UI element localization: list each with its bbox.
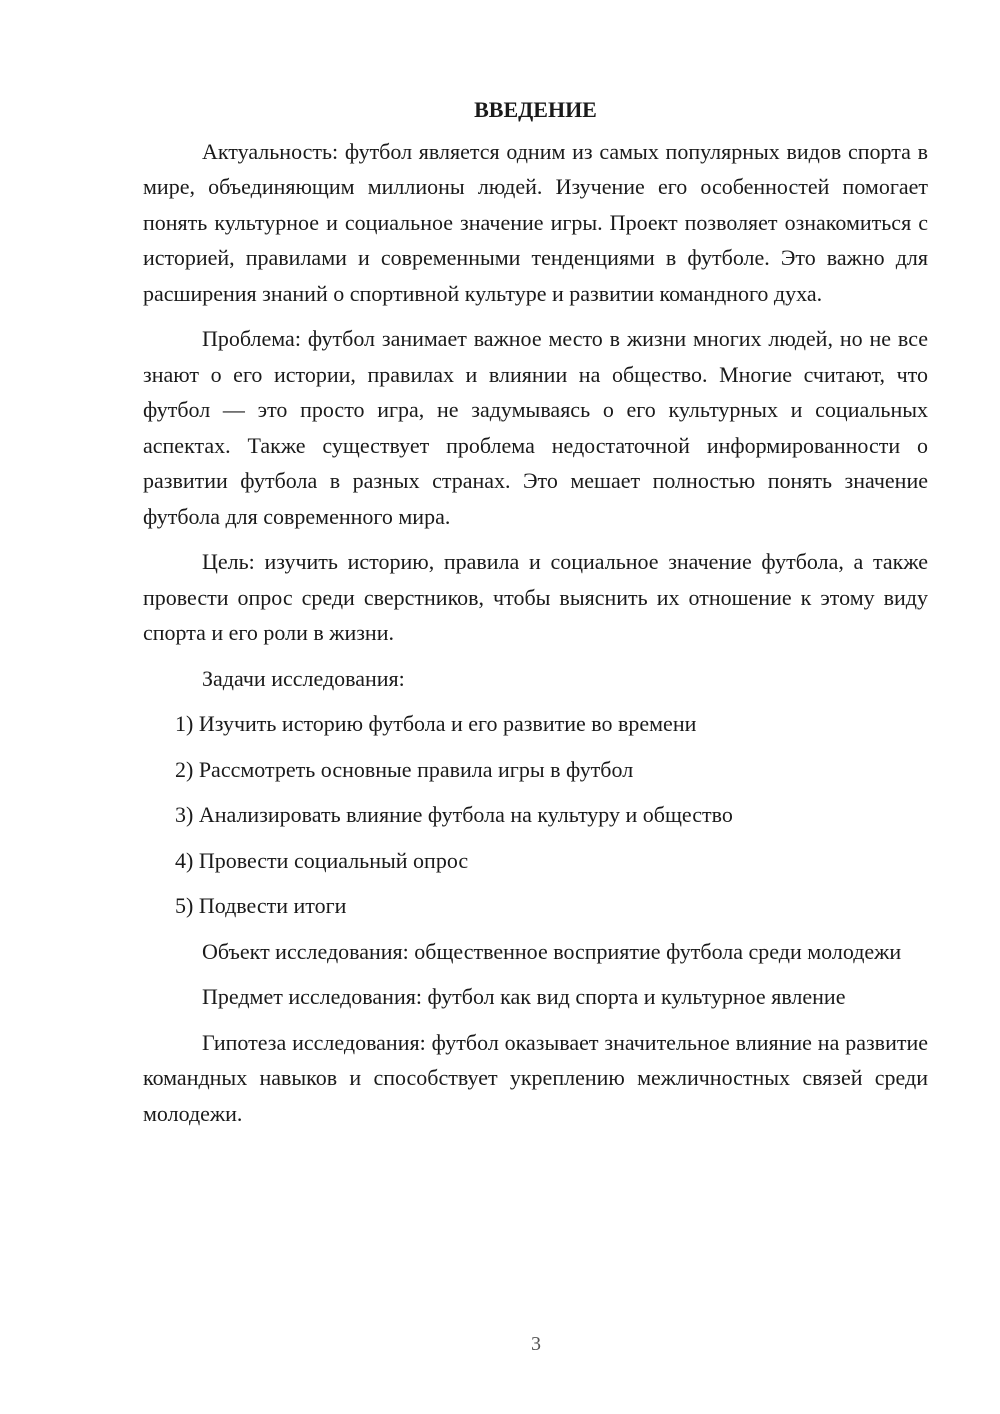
tasks-list [143, 706, 928, 924]
subject-paragraph: Предмет исследования: футбол как вид спорта и культурное явление [202, 984, 846, 1009]
object-paragraph: Объект исследования: общественное восприятие футбола среди молодежи [202, 938, 902, 964]
hypothesis-paragraph: Гипотеза исследования: футбол оказывает значительное влияние на развитие командных навыков и способствует укреплению межличностных связей среди молодежи. [143, 1029, 928, 1126]
relevance-paragraph: Актуальность: футбол является одним из самых популярных видов спорта в мире, объединяющим миллионы людей. Изучение его особенностей помогает понять культурное и социальное значение игры. Проект позволяет ознакомиться с историей, правилами и современными тенденциями в футболе. Это важно для расширения знаний о спортивной культуре и развитии командного духа. [143, 138, 928, 306]
section-title: ВВЕДЕНИЕ [474, 97, 597, 122]
problem-paragraph: Проблема: футбол занимает важное место в жизни многих людей, но не все знают о его истории, правилах и влиянии на общество. Многие считают, что футбол — это просто игра, не задумываясь о его культурных и социальных аспектах. Также существует проблема недостаточной информированности о развитии футбола в разных странах. Это мешает полностью понять значение футбола для современного мира. [143, 326, 928, 529]
task-item: 1) Изучить историю футбола и его развитие во времени [175, 711, 697, 736]
document-page [143, 92, 928, 1141]
task-item: 2) Рассмотреть основные правила игры в футбол [175, 756, 634, 782]
page-number: 3 [531, 1333, 541, 1355]
task-item: 4) Провести социальный опрос [175, 847, 469, 873]
task-item: 3) Анализировать влияние футбола на культуру и общество [175, 802, 733, 827]
goal-paragraph: Цель: изучить историю, правила и социальное значение футбола, а также провести опрос среди сверстников, чтобы выяснить их отношение к этому виду спорта и его роли в жизни. [143, 549, 928, 645]
task-item: 5) Подвести итоги [175, 893, 347, 918]
tasks-heading: Задачи исследования: [202, 665, 405, 691]
